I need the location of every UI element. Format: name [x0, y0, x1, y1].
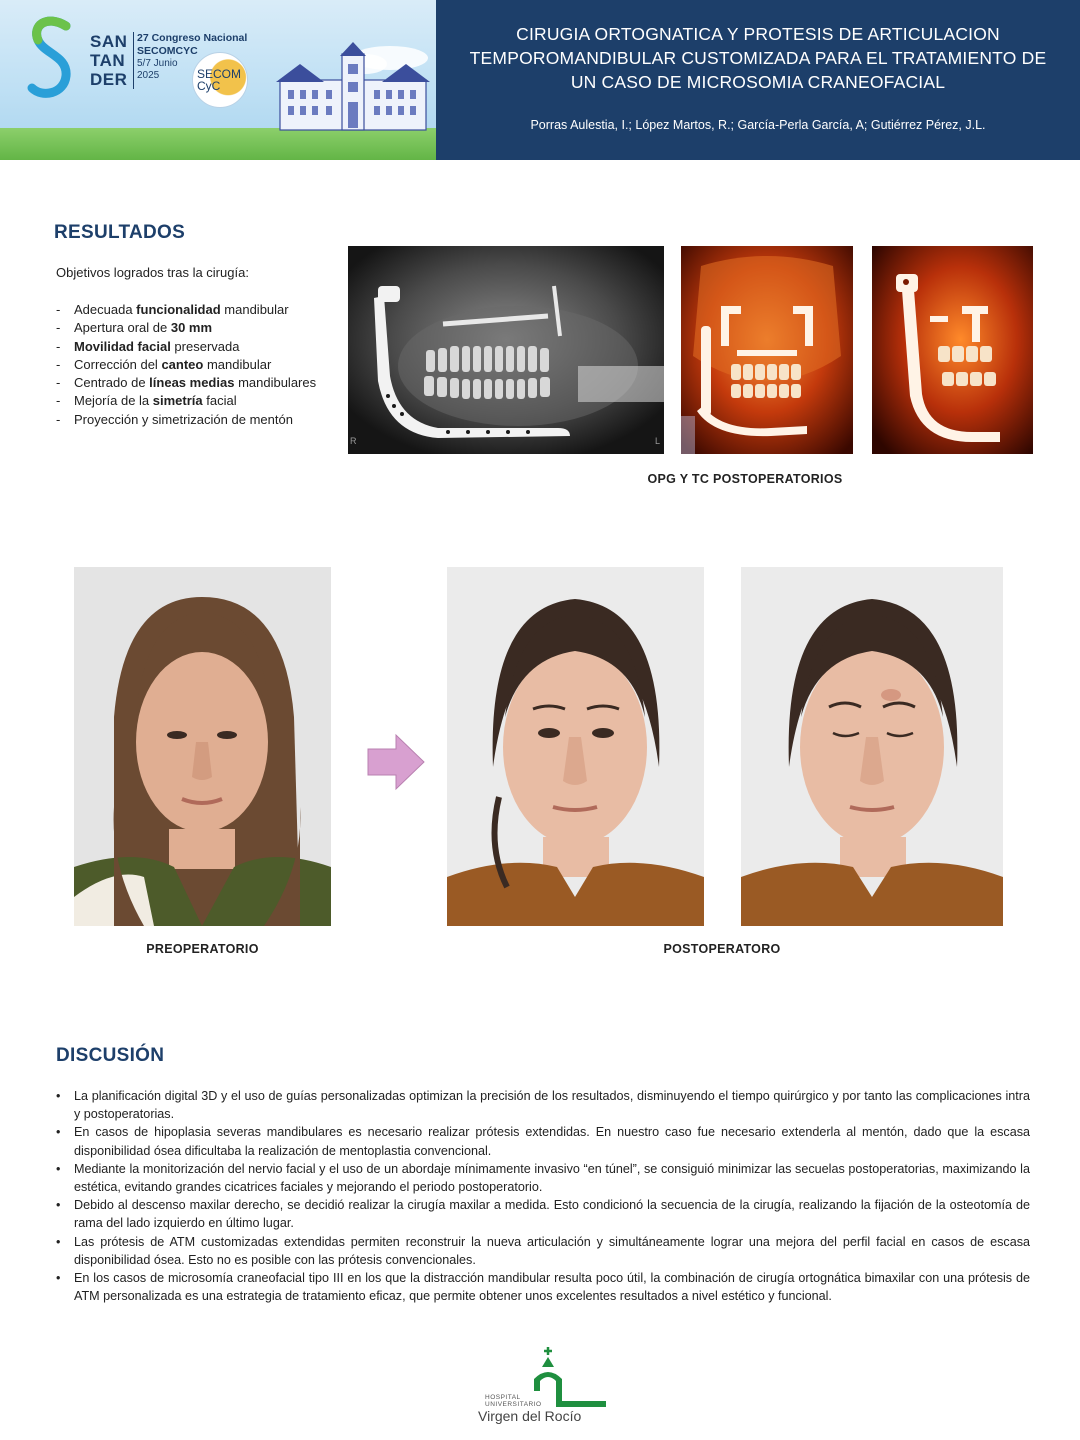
list-item: - Proyección y simetrización de mentón — [56, 411, 316, 429]
city-name: SAN TAN DER — [90, 32, 134, 89]
arrow-right-icon — [366, 733, 426, 791]
poster-header — [0, 0, 1080, 160]
results-list — [56, 301, 316, 429]
postoperative-caption: POSTOPERATORO — [663, 942, 781, 956]
banner-grass — [0, 128, 436, 160]
poster-title: CIRUGIA ORTOGNATICA Y PROTESIS DE ARTICULACION TEMPOROMANDIBULAR CUSTOMIZADA PARA EL TRATAMIENTO DE UN CASO DE MICROSOMIA CRANEOFACIAL — [469, 24, 1047, 92]
secomcyc-badge-text: SECOM CyC — [197, 67, 242, 93]
palace-illustration-icon — [270, 40, 436, 132]
discussion-heading: DISCUSIÓN — [56, 1045, 165, 1066]
list-item: - Movilidad facial preservada — [56, 338, 316, 356]
poster-authors: Porras Aulestia, I.; López Martos, R.; García-Perla García, A; Gutiérrez Pérez, J.L. — [530, 118, 986, 132]
opg-marker-right: R — [350, 436, 357, 446]
imaging-caption: OPG Y TC POSTOPERATORIOS — [647, 472, 843, 486]
ct-lateral-3d-image — [872, 246, 1033, 454]
postoperative-photo-eyes-closed — [741, 567, 1003, 926]
opg-xray-image — [348, 246, 664, 454]
discussion-list — [56, 1087, 1030, 1305]
hospital-type: HOSPITAL UNIVERSITARIO — [485, 1394, 542, 1408]
list-item: • Las prótesis de ATM customizadas extendidas permiten reconstruir la nueva articulación y simultáneamente lograr una mejora del perfil facial en casos de escasa disponibilidad ósea. Esto no es posible con las prótesis convencionales. — [56, 1233, 1030, 1269]
preoperative-photo — [74, 567, 331, 926]
results-intro: Objetivos logrados tras la cirugía: — [56, 265, 249, 280]
congress-info: 27 Congreso Nacional SECOMCYC 5/7 Junio 2025 — [137, 32, 248, 81]
congress-banner — [0, 0, 436, 160]
list-item: • La planificación digital 3D y el uso de guías personalizadas optimizan la precisión de los resultados, disminuyendo el tiempo quirúrgico y por tanto las complicaciones intra y postoperatorias. — [56, 1087, 1030, 1123]
hospital-name: Virgen del Rocío — [478, 1408, 582, 1424]
list-item: • Mediante la monitorización del nervio facial y el uso de un abordaje mínimamente invasivo “en túnel”, se consiguió minimizar las secuelas postoperatorias, maximizando la estética, evitando grandes cicatrices faciales y mejorando el periodo postoperatorio. — [56, 1160, 1030, 1196]
list-item: - Apertura oral de 30 mm — [56, 319, 316, 337]
title-banner — [436, 0, 1080, 160]
ct-frontal-3d-image — [681, 246, 853, 454]
preoperative-caption: PREOPERATORIO — [146, 942, 259, 956]
list-item: - Centrado de líneas medias mandibulares — [56, 374, 316, 392]
list-item: • En casos de hipoplasia severas mandibulares es necesario realizar prótesis extendidas. En nuestro caso fue necesario extenderla al mentón, dado que la escasa disponibilidad ósea dificultaba la realización de mentoplastia convencional. — [56, 1123, 1030, 1159]
list-item: - Corrección del canteo mandibular — [56, 356, 316, 374]
postoperative-photo-eyes-open — [447, 567, 704, 926]
list-item: - Adecuada funcionalidad mandibular — [56, 301, 316, 319]
list-item: • Debido al descenso maxilar derecho, se decidió realizar la cirugía maxilar a medida. Esto condicionó la secuencia de la cirugía, realizando la fijación de la osteotomía de rama del lado izquierdo en último lugar. — [56, 1196, 1030, 1232]
congress-s-logo-icon — [26, 16, 78, 100]
list-item: • En los casos de microsomía craneofacial tipo III en los que la distracción mandibular resulta poco útil, la combinación de cirugía ortognática bimaxilar con una prótesis de ATM personalizada es una estrategia de tratamiento eficaz, que permite obtener unos excelentes resultados a nivel estético y funcional. — [56, 1269, 1030, 1305]
results-heading: RESULTADOS — [54, 222, 186, 243]
opg-marker-left: L — [654, 436, 660, 446]
list-item: - Mejoría de la simetría facial — [56, 392, 316, 410]
